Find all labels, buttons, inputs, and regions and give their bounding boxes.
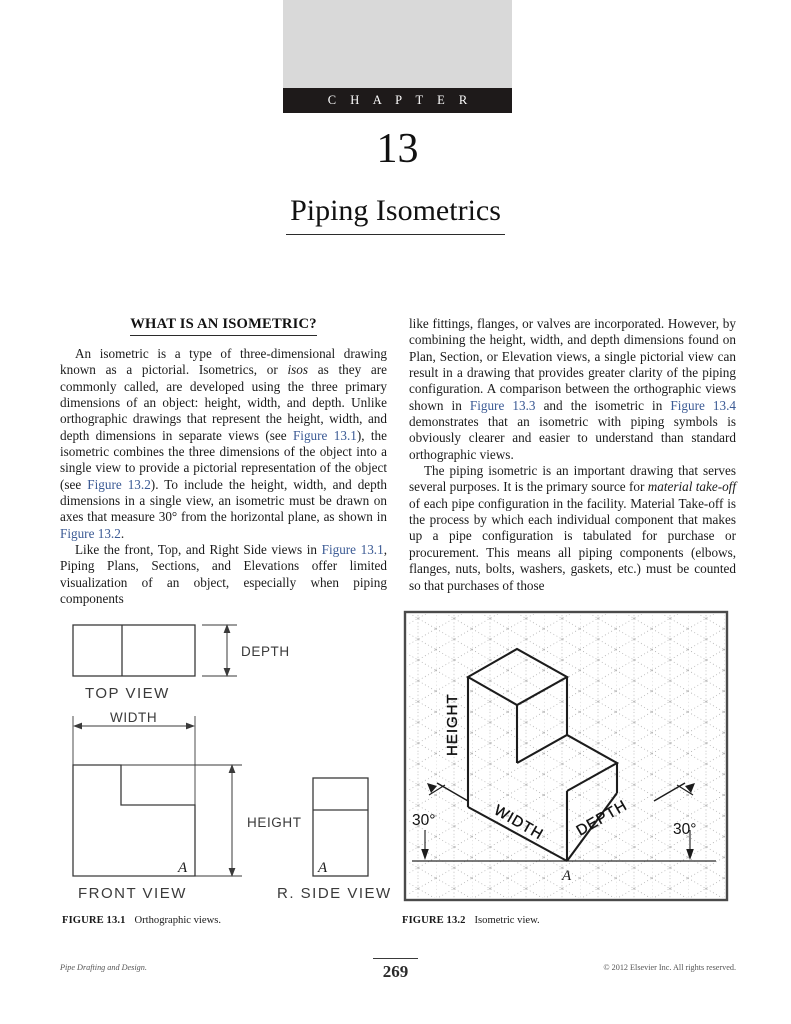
text-run: Like the front, Top, and Right Side views in — [75, 542, 322, 558]
depth-label: DEPTH — [241, 644, 290, 659]
iso-corner-a: A — [562, 868, 572, 884]
right-paragraph-2 — [409, 463, 736, 594]
text-run: and the isometric in — [535, 397, 671, 413]
text-run: as they are commonly called, are developed using the three primary dimensions of an object: height, width, and depth. Unlike orthographic drawings that represent the height, width, and depth dimensions in separate views (see — [60, 362, 387, 443]
chapter-number: 13 — [376, 126, 419, 172]
text-run: ), the isometric combines the three dimensions of the object into a single view to provide a pictorial representation of the object (see — [60, 427, 387, 492]
right-column — [409, 316, 736, 608]
figure-reference-link[interactable]: Figure 13.1 — [321, 542, 384, 558]
text-run: like fittings, flanges, or valves are incorporated. However, by combining the height, width, and depth dimensions found on Plan, Section, or Elevation views, a single pictorial view can result in a drawing that provides greater clarity of the piping configuration. A comparison between the orthographic views shown in — [409, 316, 736, 413]
page-number: 269 — [373, 958, 419, 982]
top-view-label: TOP VIEW — [85, 685, 170, 702]
width-label: WIDTH — [110, 710, 158, 725]
height-label: HEIGHT — [247, 815, 302, 830]
text-run: , Piping Plans, Sections, and Elevations offer limited visualization of an object, especially when piping components — [60, 542, 387, 607]
page-title: Piping Isometrics — [286, 192, 505, 235]
chapter-black-bar — [283, 88, 512, 113]
figure-13-2-caption-label: FIGURE 13.2 — [402, 915, 466, 926]
iso-depth-label: DEPTH — [573, 796, 631, 840]
iso-angle-left-label: 30° — [412, 812, 436, 829]
top-view-outline — [73, 625, 195, 676]
figure-reference-link[interactable]: Figure 13.1 — [292, 427, 357, 443]
section-heading-text: WHAT IS AN ISOMETRIC? — [130, 316, 317, 336]
right-side-view-corner-a: A — [318, 860, 328, 876]
text-run: The piping isometric is an important drawing that serves several purposes. It is the primary source for — [409, 463, 736, 495]
body-columns — [60, 316, 736, 608]
left-column — [60, 316, 387, 608]
iso-height-label: HEIGHT — [444, 693, 461, 756]
right-paragraph-1 — [409, 316, 736, 463]
figure-13-1-orthographic-views — [55, 608, 395, 908]
figure-13-1-caption-label: FIGURE 13.1 — [62, 915, 126, 926]
figure-13-1-caption — [62, 915, 221, 926]
figure-13-1-caption-text: Orthographic views. — [134, 915, 221, 926]
iso-angle-right-label: 30° — [673, 821, 697, 838]
text-run: An isometric is a type of three-dimensional drawing known as a pictorial. Isometrics, or — [60, 346, 387, 378]
front-view-corner-a: A — [178, 860, 188, 876]
text-run: ). To include the height, width, and depth dimensions in a single view, an isometric must be drawn on axes that measure 30° from the horizontal plane, as shown in — [60, 476, 387, 525]
width-arrow-left — [73, 723, 82, 730]
emphasis-isos: isos — [287, 362, 309, 378]
left-paragraph-1 — [60, 346, 387, 542]
figure-reference-link[interactable]: Figure 13.2 — [87, 476, 151, 492]
chapter-gray-panel — [283, 0, 512, 88]
page-title-container — [0, 192, 791, 235]
chapter-word-label: C H A P T E R — [327, 93, 473, 107]
page-footer — [0, 958, 791, 998]
right-side-view-label: R. SIDE VIEW — [277, 885, 392, 902]
footer-copyright: © 2012 Elsevier Inc. All rights reserved. — [603, 963, 736, 972]
section-heading — [60, 316, 387, 336]
front-view-label: FRONT VIEW — [78, 885, 187, 902]
figure-13-2-caption-text: Isometric view. — [474, 915, 540, 926]
text-run: . — [120, 525, 125, 541]
figure-reference-link[interactable]: Figure 13.3 — [469, 397, 536, 413]
footer-book-title: Pipe Drafting and Design. — [60, 963, 147, 972]
width-arrow-right — [186, 723, 195, 730]
figure-reference-link[interactable]: Figure 13.4 — [670, 397, 737, 413]
emphasis-material-take-off: material take-off — [647, 479, 737, 495]
text-run: demonstrates that an isometric with piping symbols is obviously clearer and easier to understand than standard orthographic views. — [409, 414, 736, 462]
front-view-outline — [73, 765, 195, 876]
figure-13-2-caption — [402, 915, 540, 926]
text-run: of each pipe configuration in the facility. Material Take-off is the process by which each individual component that makes up a pipe configuration is tabulated for purchase or procurement. This means all piping components (elbows, flanges, nuts, bolts, washers, gaskets, etc.) must be counted so that purchases of those — [409, 495, 736, 593]
chapter-header-block — [283, 0, 512, 175]
figure-13-2-isometric-view — [400, 608, 735, 908]
figures-row — [0, 608, 791, 948]
figure-reference-link[interactable]: Figure 13.2 — [60, 525, 121, 541]
left-paragraph-2 — [60, 542, 387, 607]
iso-width-label: WIDTH — [491, 801, 547, 844]
